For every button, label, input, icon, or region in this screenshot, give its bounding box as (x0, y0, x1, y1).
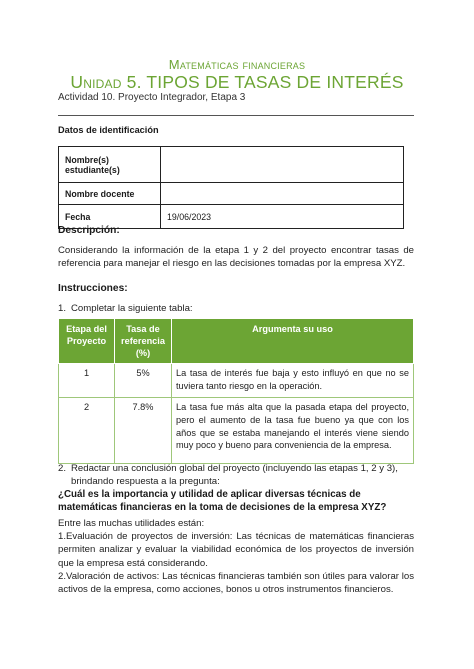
item-1-text: Completar la siguiente tabla: (71, 303, 193, 314)
rates-table (58, 318, 414, 464)
row-1-argument: La tasa de interés fue baja y esto influyó en que no se tuviera tanto riesgo en la operación. (172, 364, 414, 398)
rates-table-header (59, 319, 414, 364)
id-label-student-line1: Nombre(s) (65, 154, 109, 165)
id-value-teacher[interactable] (161, 183, 404, 205)
answer-intro: Entre las muchas utilidades están: (58, 518, 205, 529)
row-1-stage: 1 (59, 364, 115, 398)
instruction-item-1 (58, 302, 193, 315)
id-label-teacher: Nombre docente (59, 183, 161, 205)
question-text: ¿Cuál es la importancia y utilidad de aplicar diversas técnicas de matemáticas financieras en la toma de decisiones de la empresa XYZ? (58, 489, 387, 513)
id-label-student (59, 147, 161, 183)
table-row (59, 398, 414, 464)
row-2-argument: La tasa fue más alta que la pasada etapa del proyecto, pero el aumento de la tasa fue bueno ya que con los años que se estaba manejando el interés viene siendo muy poco y bueno para conveniencia de la empresa. (172, 398, 414, 464)
id-row-teacher (59, 183, 404, 205)
id-value-student[interactable] (161, 147, 404, 183)
instructions-title: Instrucciones: (58, 283, 128, 294)
id-row-student (59, 147, 404, 183)
activity-subtitle: Actividad 10. Proyecto Integrador, Etapa 3 (58, 92, 246, 103)
header-stage: Etapa del Proyecto (59, 319, 115, 364)
item-2-number: 2. (58, 463, 67, 474)
header-rate: Tasa de referencia (%) (115, 319, 172, 364)
answer-point-1: 1.Evaluación de proyectos de inversión: Las técnicas de matemáticas financieras permiten analizar y evaluar la viabilidad económica de los proyectos de inversión que la empresa está considerando. (58, 531, 414, 569)
table-row (59, 364, 414, 398)
description-title: Descripción: (58, 225, 120, 236)
id-label-date: Fecha (59, 205, 161, 229)
header-argument: Argumenta su uso (172, 319, 414, 364)
divider-line (58, 115, 414, 116)
answer-point-2: 2.Valoración de activos: Las técnicas financieras también son útiles para valorar los activos de la empresa, como acciones, bonos u otros instrumentos financieros. (58, 571, 414, 596)
item-2-line1: Redactar una conclusión global del proyecto (incluyendo las etapas 1, 2 y 3), (71, 463, 398, 474)
row-2-rate: 7.8% (115, 398, 172, 464)
unit-title: Unidad 5. TIPOS DE TASAS DE INTERÉS (70, 72, 404, 92)
id-value-date[interactable]: 19/06/2023 (161, 205, 404, 229)
course-title: Matemáticas financieras (168, 57, 306, 72)
description-text: Considerando la información de la etapa 1 y 2 del proyecto encontrar tasas de referencia para manejar el riesgo en las decisiones tomadas por la empresa XYZ. (58, 245, 414, 270)
identification-table (58, 146, 404, 229)
item-2-line2: brindando respuesta a la pregunta: (71, 476, 220, 488)
row-2-stage: 2 (59, 398, 115, 464)
item-1-number: 1. (58, 303, 67, 314)
identification-title: Datos de identificación (58, 125, 159, 135)
instruction-item-2 (58, 462, 398, 489)
row-1-rate: 5% (115, 364, 172, 398)
id-label-student-line2: estudiante(s) (65, 164, 120, 175)
